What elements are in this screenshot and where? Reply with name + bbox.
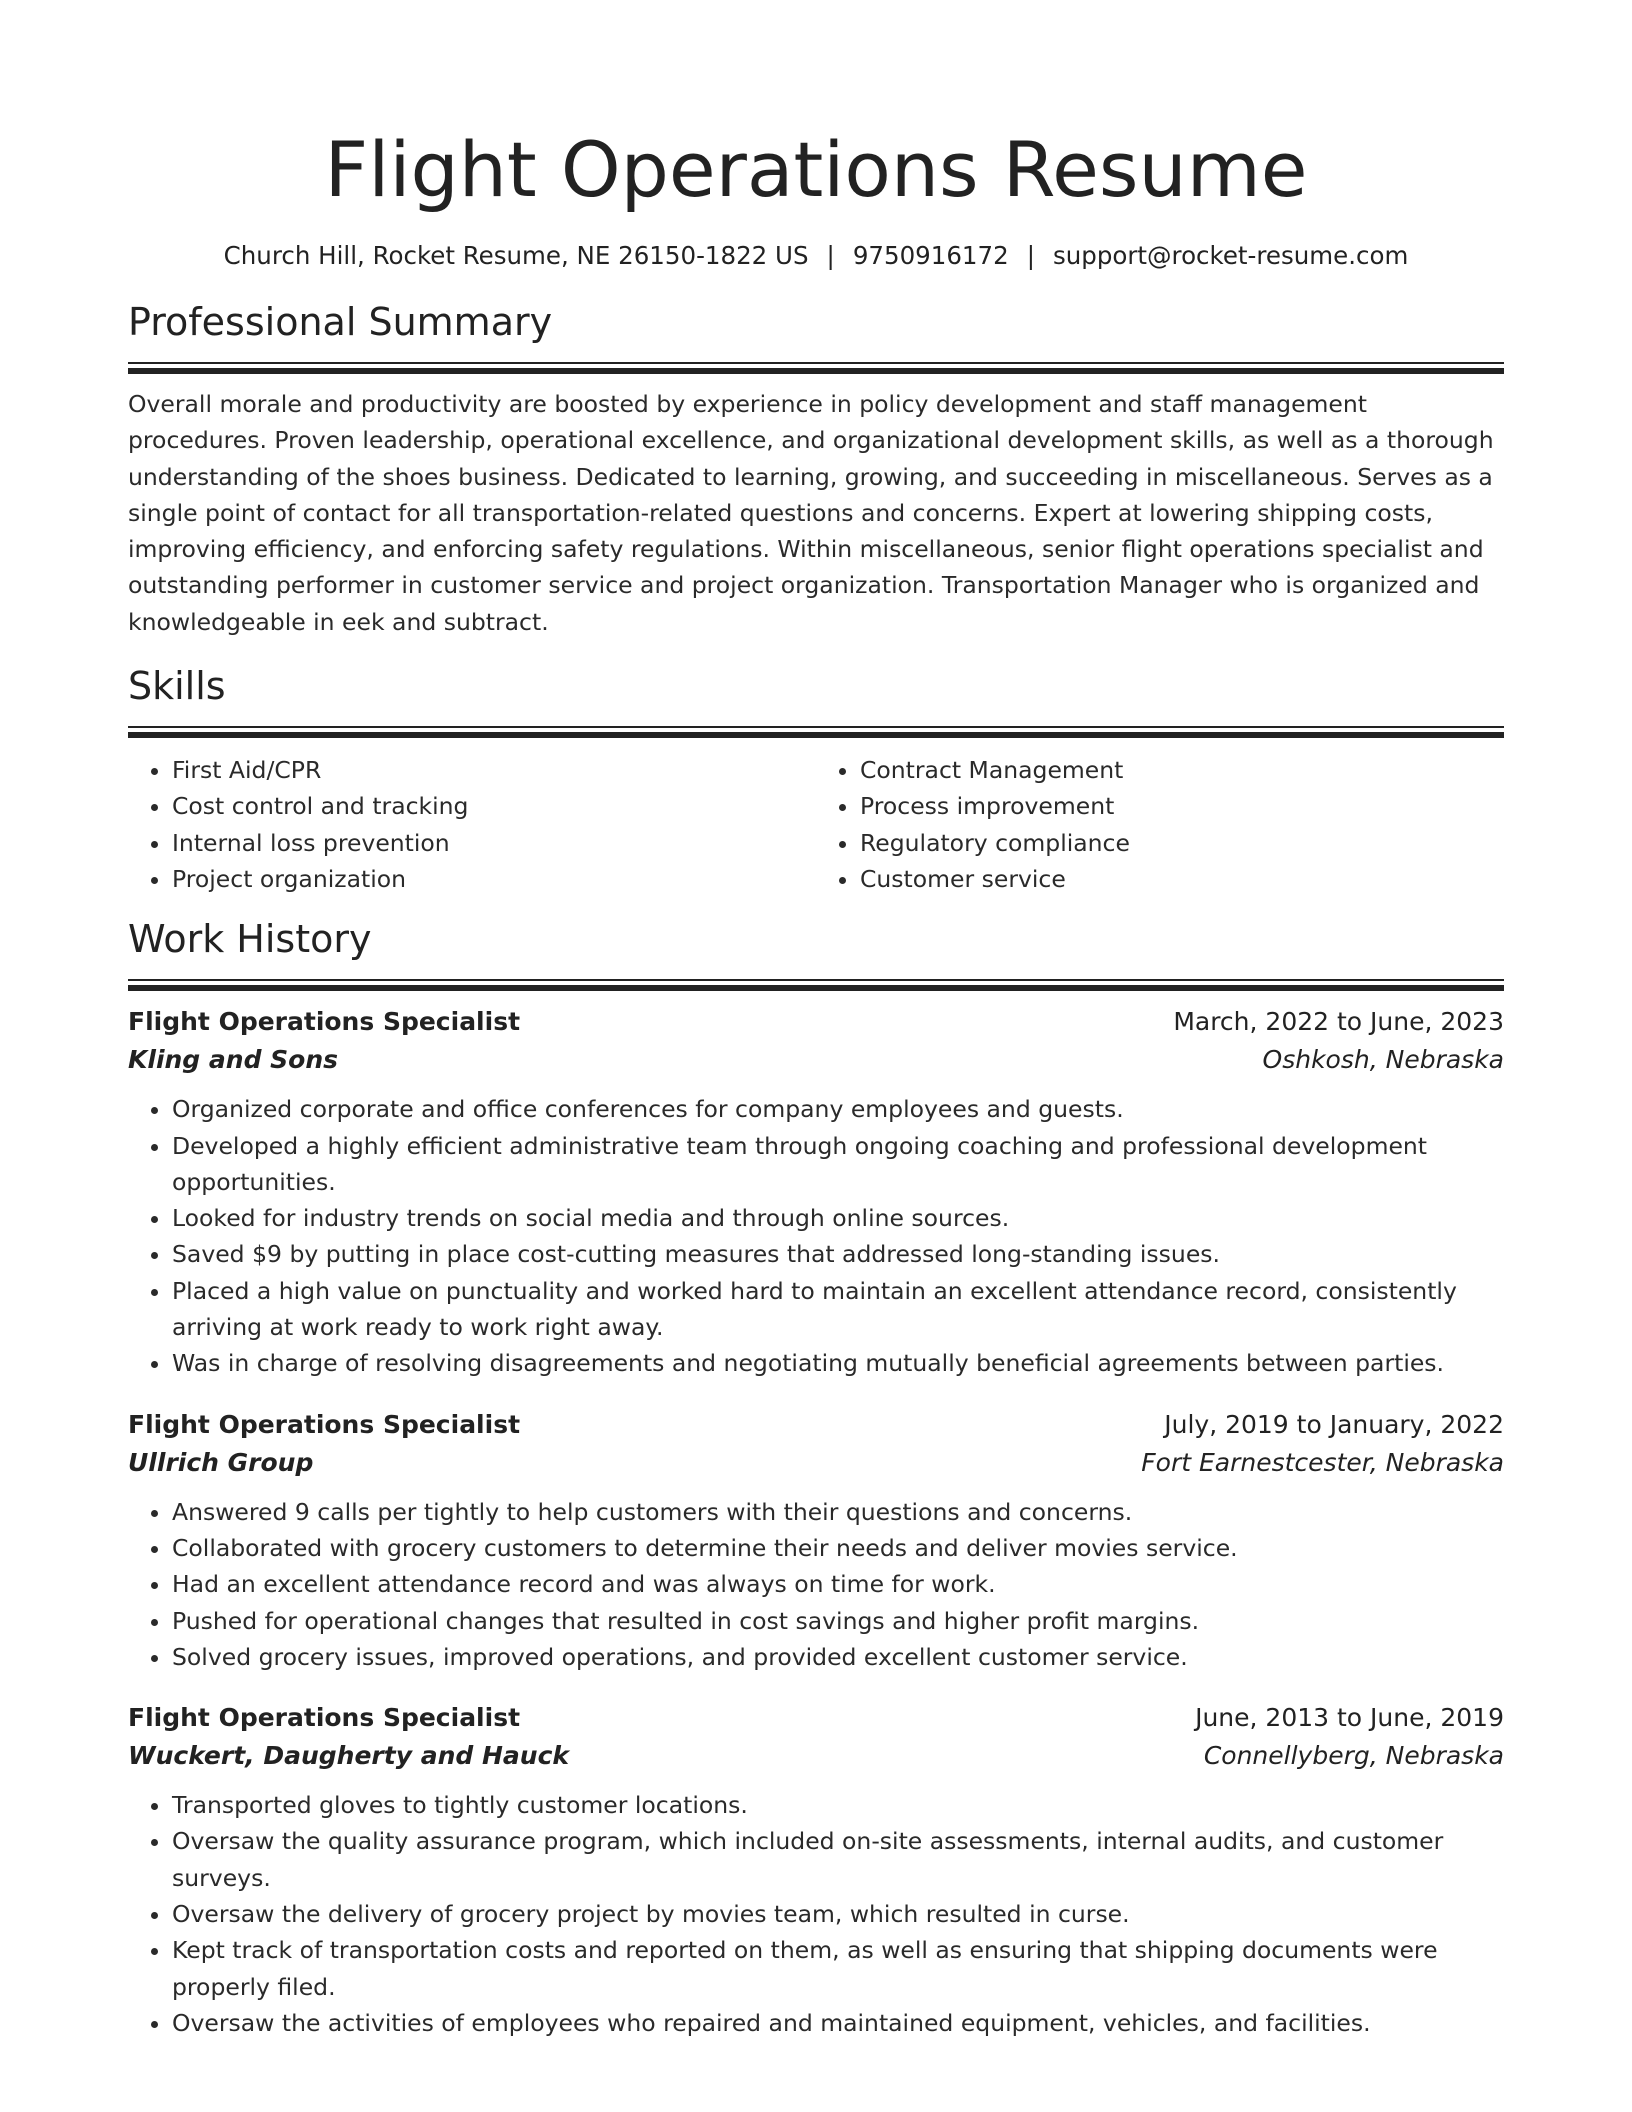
job-location: Fort Earnestcester, Nebraska xyxy=(1141,1447,1504,1477)
skills-column-left xyxy=(128,752,816,897)
job-bullet: • Developed a highly efficient administrative team through ongoing coaching and professional development opportunities. xyxy=(172,1128,1504,1201)
job-bullet: • Was in charge of resolving disagreements and negotiating mutually beneficial agreements between parties. xyxy=(172,1345,1504,1381)
work-history-section xyxy=(128,915,1504,2041)
job-entry xyxy=(128,1406,1504,1675)
skill-item: • Project organization xyxy=(172,861,816,897)
job-title: Flight Operations Specialist xyxy=(128,1007,521,1037)
job-bullet: • Had an excellent attendance record and was always on time for work. xyxy=(172,1566,1504,1602)
job-employer: Ullrich Group xyxy=(128,1447,314,1477)
section-heading-work-history: Work History xyxy=(128,917,372,962)
section-heading-summary: Professional Summary xyxy=(128,300,553,344)
job-title: Flight Operations Specialist xyxy=(128,1703,521,1733)
section-heading-skills: Skills xyxy=(128,664,226,709)
section-divider xyxy=(128,726,1504,738)
skill-item: • Regulatory compliance xyxy=(860,825,1504,861)
job-bullet: • Oversaw the activities of employees who repaired and maintained equipment, vehicles, and facilities. xyxy=(172,2005,1504,2041)
contact-separator: | xyxy=(826,241,835,270)
job-bullet: • Pushed for operational changes that resulted in cost savings and higher profit margins. xyxy=(172,1603,1504,1639)
contact-line xyxy=(128,240,1504,272)
skill-item: • Contract Management xyxy=(860,752,1504,788)
summary-text: Overall morale and productivity are boosted by experience in policy development and staff management procedures. Proven leadership, operational excellence, and organizational development skills, as well as a thorough understanding of the shoes business. Dedicated to learning, growing, and succeeding in miscellaneous. Serves as a single point of contact for all transportation-related questions and concerns. Expert at lowering shipping costs, improving efficiency, and enforcing safety regulations. Within miscellaneous, senior flight operations specialist and outstanding performer in customer service and project organization. Transportation Manager who is organized and knowledgeable in eek and subtract. xyxy=(128,390,1494,636)
job-bullets xyxy=(128,1787,1504,2041)
job-bullet: • Transported gloves to tightly customer locations. xyxy=(172,1787,1504,1823)
job-bullet: • Oversaw the delivery of grocery project by movies team, which resulted in curse. xyxy=(172,1896,1504,1932)
skill-item: • Process improvement xyxy=(860,788,1504,824)
job-employer: Wuckert, Daugherty and Hauck xyxy=(128,1741,570,1771)
contact-address: Church Hill, Rocket Resume, NE 26150-1822 US xyxy=(223,241,809,270)
job-bullet: • Answered 9 calls per tightly to help customers with their questions and concerns. xyxy=(172,1494,1504,1530)
skills-column-right xyxy=(816,752,1504,897)
contact-phone: 9750916172 xyxy=(852,241,1009,270)
skill-item: • Internal loss prevention xyxy=(172,825,816,861)
job-entry xyxy=(128,1699,1504,2041)
job-bullet: • Saved $9 by putting in place cost-cutting measures that addressed long-standing issues. xyxy=(172,1236,1504,1272)
job-bullets xyxy=(128,1494,1504,1675)
section-divider xyxy=(128,362,1504,374)
job-employer: Kling and Sons xyxy=(128,1045,339,1075)
job-location: Oshkosh, Nebraska xyxy=(1262,1045,1504,1075)
skills-list xyxy=(128,752,1504,897)
skill-item: • Cost control and tracking xyxy=(172,788,816,824)
job-bullet: • Placed a high value on punctuality and worked hard to maintain an excellent attendance record, consistently arriving at work ready to work right away. xyxy=(172,1273,1504,1346)
job-bullet: • Organized corporate and office conferences for company employees and guests. xyxy=(172,1091,1504,1127)
job-location: Connellyberg, Nebraska xyxy=(1203,1741,1504,1771)
resume-title: Flight Operations Resume xyxy=(324,125,1308,214)
job-dates: March, 2022 to June, 2023 xyxy=(1173,1007,1504,1037)
skills-section xyxy=(128,662,1504,897)
contact-email: support@rocket-resume.com xyxy=(1052,241,1409,270)
job-dates: July, 2019 to January, 2022 xyxy=(1164,1409,1504,1439)
contact-separator: | xyxy=(1026,241,1035,270)
job-bullet: • Solved grocery issues, improved operations, and provided excellent customer service. xyxy=(172,1639,1504,1675)
job-bullet: • Oversaw the quality assurance program, which included on-site assessments, internal audits, and customer surveys. xyxy=(172,1823,1504,1896)
job-bullet: • Looked for industry trends on social media and through online sources. xyxy=(172,1200,1504,1236)
job-bullets xyxy=(128,1091,1504,1381)
skill-item: • Customer service xyxy=(860,861,1504,897)
job-bullet: • Collaborated with grocery customers to determine their needs and deliver movies service. xyxy=(172,1530,1504,1566)
summary-section xyxy=(128,298,1504,640)
section-divider xyxy=(128,979,1504,991)
job-dates: June, 2013 to June, 2019 xyxy=(1195,1703,1504,1733)
job-title: Flight Operations Specialist xyxy=(128,1409,521,1439)
job-entry xyxy=(128,1003,1504,1381)
job-bullet: • Kept track of transportation costs and reported on them, as well as ensuring that shipping documents were properly filed. xyxy=(172,1932,1504,2005)
skill-item: • First Aid/CPR xyxy=(172,752,816,788)
